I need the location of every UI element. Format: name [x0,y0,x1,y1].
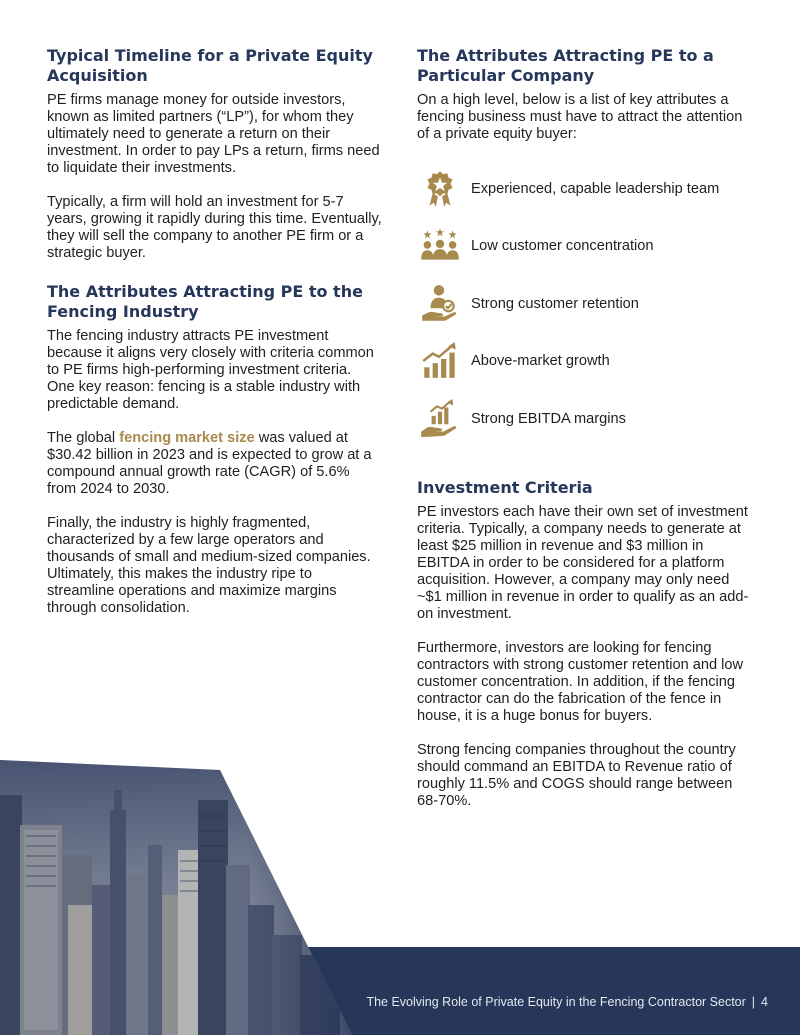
timeline-paragraph-2: Typically, a firm will hold an investment for 5-7 years, growing it rapidly during this time. Eventually, they will sell the company to another PE firm or a strategic buyer. [47,194,382,261]
section-heading-timeline: Typical Timeline for a Private Equity Acquisition [47,46,373,85]
footer-separator: | [751,995,756,1009]
growth-chart-icon [419,340,461,382]
attribute-item [417,390,757,448]
industry-paragraph-1: The fencing industry attracts PE investment because it aligns very closely with criteria common to PE firms high-performing investment criteria. One key reason: fencing is a stable industry with predictable demand. [47,328,374,412]
industry-paragraph-2 [47,430,382,498]
industry-paragraph-3: Finally, the industry is highly fragmented, characterized by a few large operators and thousands of small and medium-sized companies. Ultimately, this makes the industry ripe to streamline operations and maximize margins through consolidation. [47,515,371,616]
section-heading-investment-criteria: Investment Criteria [417,477,593,497]
attribute-label: Experienced, capable leadership team [471,180,720,197]
criteria-paragraph-1: PE investors each have their own set of investment criteria. Typically, a company needs to generate at least $25 million in revenue and $3 million in EBITDA in order to be considered for a platform acquisition. However, a company may only need ~$1 million in revenue in order to qualify as an add-on investment. [417,503,749,622]
city-skyline-image [0,755,352,1035]
attribute-label: Strong EBITDA margins [471,410,626,427]
footer-title: The Evolving Role of Private Equity in the Fencing Contractor Sector [366,995,746,1009]
section-heading-industry: The Attributes Attracting PE to the Fencing Industry [47,282,363,321]
attribute-label: Above-market growth [471,353,610,370]
timeline-paragraph-1: PE firms manage money for outside investors, known as limited partners (“LP”), for whom they ultimately need to generate a return on their investment. In order to pay LPs a return, firms need to liquidate their investments. [47,92,380,176]
customer-hand-icon [419,283,461,325]
attribute-item [417,275,757,333]
hand-chart-icon [419,398,461,440]
attribute-label: Low customer concentration [471,238,654,255]
page-number: 4 [761,995,768,1009]
paragraph-text: was valued at $30.42 billion in 2023 and is expected to grow at a compound annual growth rate (CAGR) of 5.6% from 2024 to 2030. [47,430,372,497]
people-group-icon [419,225,461,267]
award-badge-icon [419,168,461,210]
left-column [47,46,382,617]
attribute-item [417,160,757,218]
attribute-list [417,160,757,448]
fencing-market-size-link[interactable]: fencing market size [119,430,255,446]
attribute-item [417,218,757,276]
right-column [417,46,757,810]
section-heading-company-attributes: The Attributes Attracting PE to a Particular Company [417,46,714,85]
attribute-label: Strong customer retention [471,295,639,312]
attributes-intro: On a high level, below is a list of key attributes a fencing business must have to attract the attention of a private equity buyer: [417,92,743,142]
paragraph-text: The global [47,430,120,446]
attribute-item [417,333,757,391]
criteria-paragraph-3: Strong fencing companies throughout the country should command an EBITDA to Revenue ratio of roughly 11.5% and COGS should range between 68-70%. [417,741,736,809]
footer [366,995,768,1009]
criteria-paragraph-2: Furthermore, investors are looking for fencing contractors with strong customer retention and low customer concentration. In addition, if the fencing contractor can do the fabrication of the fence in house, it is a huge bonus for buyers. [417,639,744,724]
